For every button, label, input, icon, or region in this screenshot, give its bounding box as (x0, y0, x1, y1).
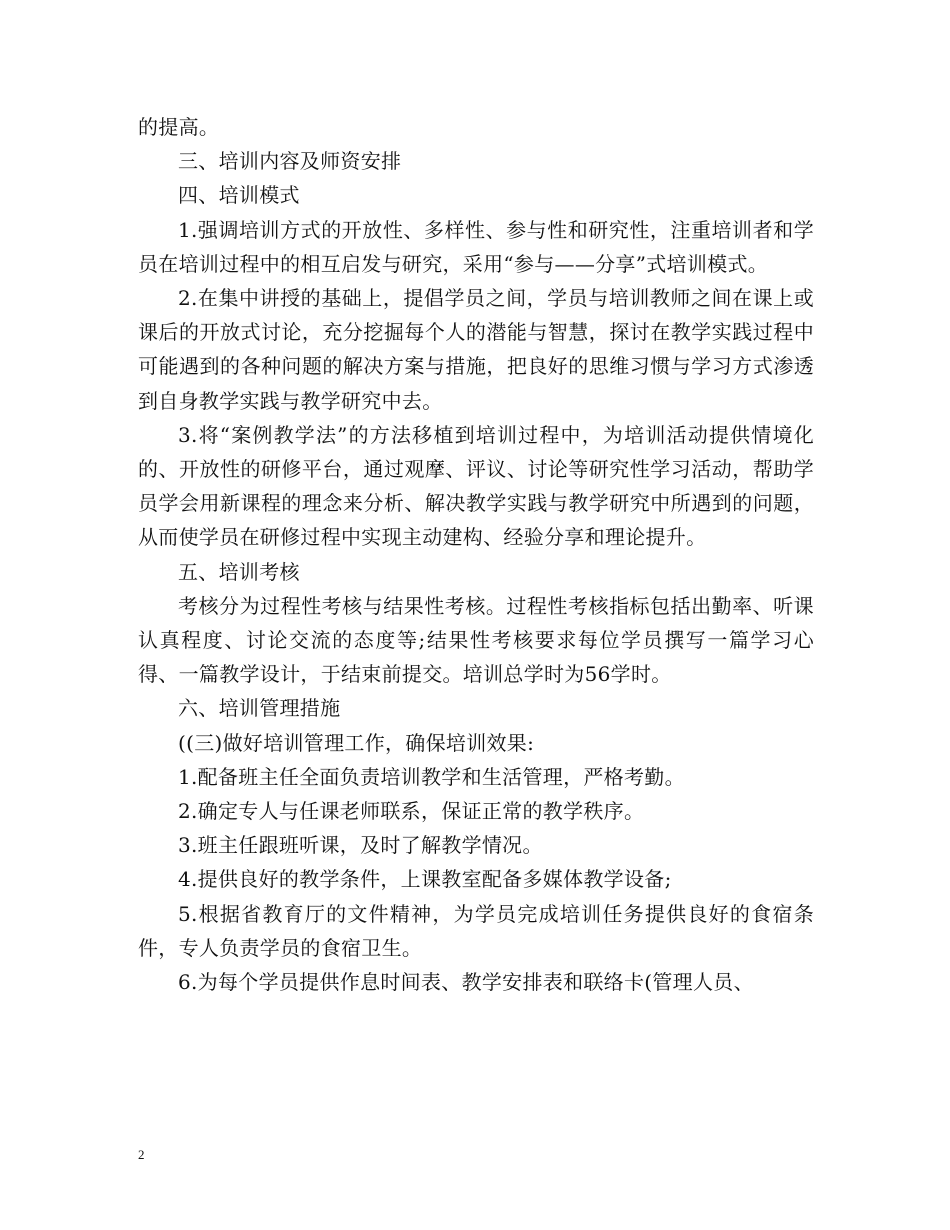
paragraph-mode-3: 3.将“案例教学法”的方法移植到培训过程中，为培训活动提供情境化的、开放性的研修平台，通过观摩、评议、讨论等研究性学习活动，帮助学员学会用新课程的理念来分析、解决教学实践与教学研究中所遇到的问题，从而使学员在研修过程中实现主动建构、经验分享和理论提升。 (138, 422, 814, 550)
document-body (138, 110, 814, 999)
list-item-4: 4.提供良好的教学条件，上课教室配备多媒体教学设备; (178, 867, 672, 892)
section-heading-4: 四、培训模式 (178, 183, 300, 208)
list-item-3: 3.班主任跟班听课，及时了解教学情况。 (178, 833, 543, 858)
section-heading-5: 五、培训考核 (178, 559, 300, 584)
list-item-5: 5.根据省教育厅的文件精神，为学员完成培训任务提供良好的食宿条件，专人负责学员的食宿卫生。 (138, 901, 814, 960)
list-item-1: 1.配备班主任全面负责培训教学和生活管理，严格考勤。 (178, 764, 685, 789)
subsection-heading: ((三)做好培训管理工作，确保培训效果: (178, 730, 535, 755)
paragraph-mode-2: 2.在集中讲授的基础上，提倡学员之间，学员与培训教师之间在课上或课后的开放式讨论，充分挖掘每个人的潜能与智慧，探讨在教学实践过程中可能遇到的各种问题的解决方案与措施，把良好的思维习惯与学习方式渗透到自身教学实践与教学研究中去。 (138, 286, 814, 413)
page-number: 2 (138, 1147, 145, 1162)
list-item-6: 6.为每个学员提供作息时间表、教学安排表和联络卡(管理人员、 (178, 970, 754, 995)
list-item-2: 2.确定专人与任课老师联系，保证正常的教学秩序。 (178, 799, 645, 824)
paragraph-assessment: 考核分为过程性考核与结果性考核。过程性考核指标包括出勤率、听课认真程度、讨论交流的态度等;结果性考核要求每位学员撰写一篇学习心得、一篇教学设计，于结束前提交。培训总学时为56学时。 (138, 593, 814, 687)
section-heading-6: 六、培训管理措施 (178, 696, 341, 721)
paragraph-mode-1: 1.强调培训方式的开放性、多样性、参与性和研究性，注重培训者和学员在培训过程中的相互启发与研究，采用“参与——分享”式培训模式。 (138, 217, 814, 276)
paragraph-continuation: 的提高。 (138, 115, 220, 139)
section-heading-3: 三、培训内容及师资安排 (178, 149, 402, 174)
